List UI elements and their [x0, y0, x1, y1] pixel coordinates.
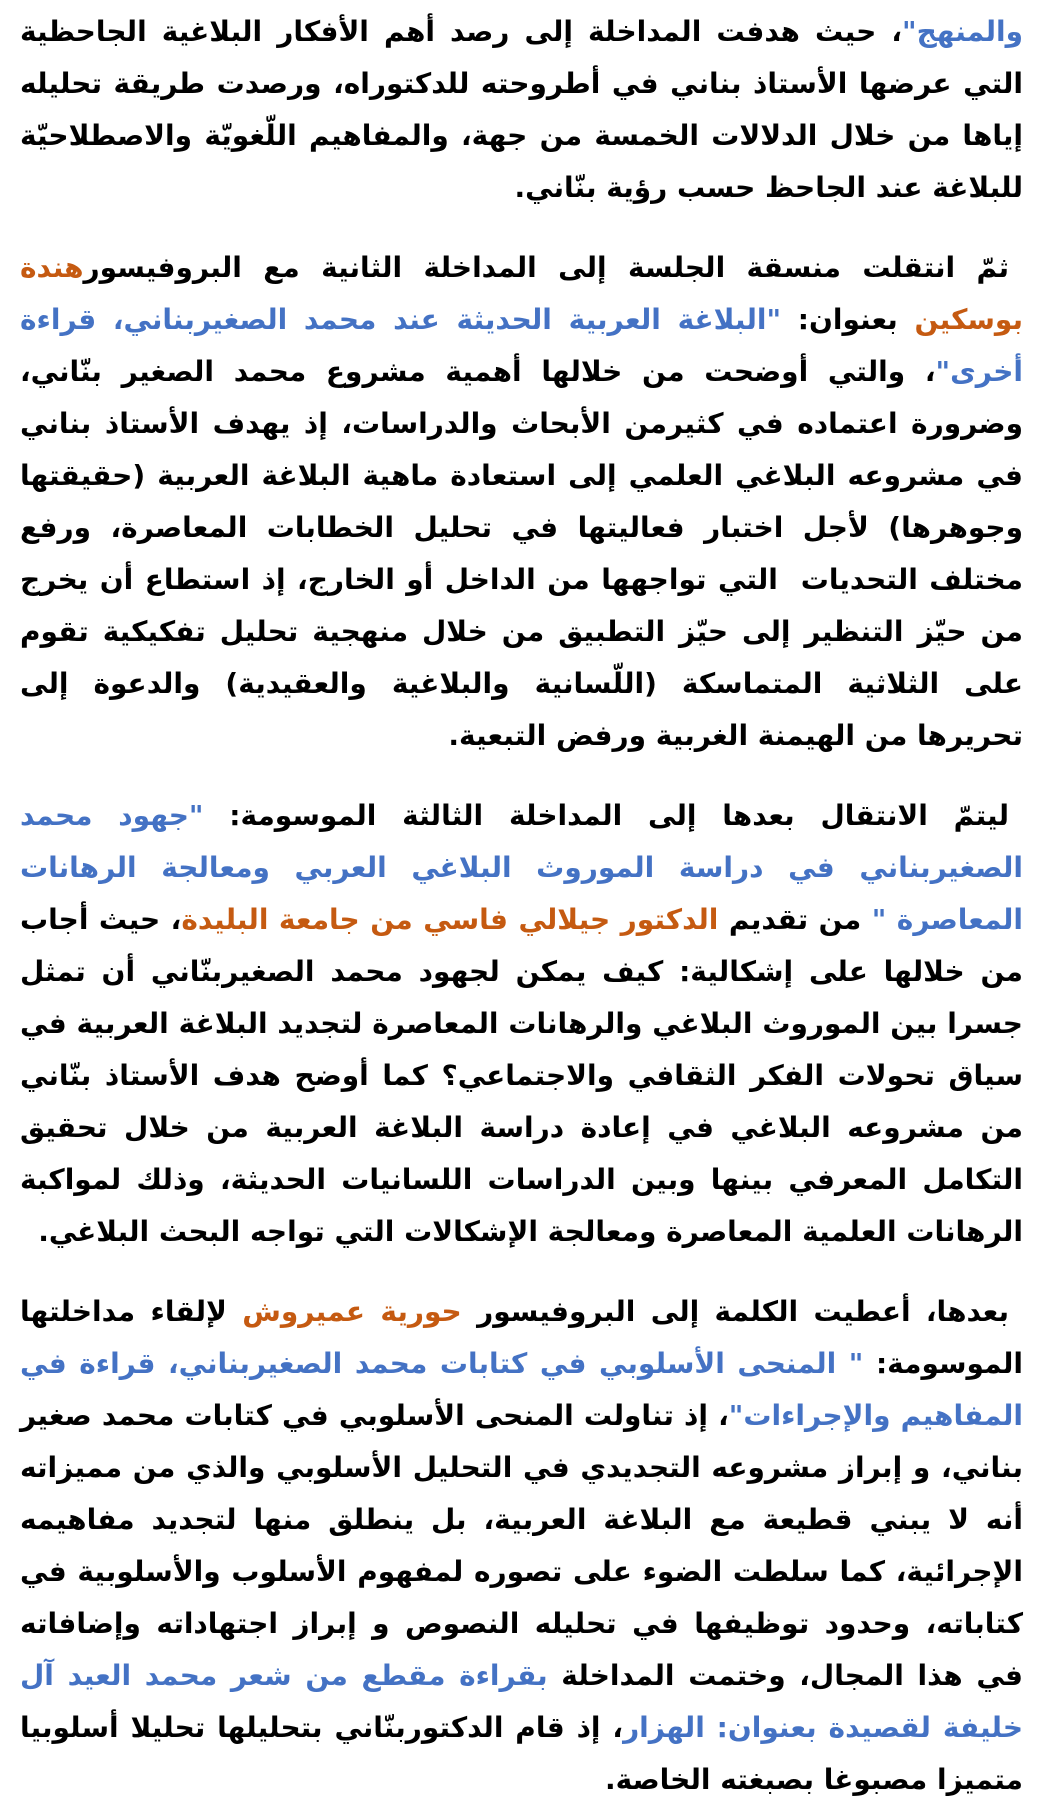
text-run-blue: "جهود محمد الصغيربناني في دراسة الموروث البلاغي العربي ومعالجة الرهانات المعاصرة " [10, 799, 1023, 936]
text-run-black: ثمّ انتقلت منسقة الجلسة إلى المداخلة الثانية مع البروفيسور [83, 251, 1009, 284]
text-run-blue: والمنهج" [902, 15, 1023, 48]
text-run-black: بعنوان: [781, 303, 915, 336]
paragraph-4 [10, 1286, 1024, 1806]
text-run-black: ، إذ قام الدكتوربنّاني بتحليلها تحليلا أسلوبيا متميزا مصبوغا بصبغته الخاصة. [10, 1711, 1023, 1796]
text-run-orange: الدكتور جيلالي فاسي من جامعة البليدة [181, 903, 719, 936]
text-run-black: ، والتي أوضحت من خلالها أهمية مشروع محمد الصغير بنّاني، وضرورة اعتماده في كثيرمن الأبحاث والدراسات، إذ يهدف الأستاذ بناني في مشروعه البلاغي العلمي إلى استعادة ماهية البلاغة العربية (حقيقتها وجوهرها) لأجل اختبار فعاليتها في تحليل الخطابات المعاصرة، ورفع مختلف التحديات التي تواجهها من الداخل أو الخارج، إذ استطاع أن يخرج من حيّز التنظير إلى حيّز التطبيق من خلال منهجية تحليل تفكيكية تقوم على الثلاثية المتماسكة (اللّسانية والبلاغية والعقيدية) والدعوة إلى تحريرها من الهيمنة الغربية ورفض التبعية. [10, 355, 1023, 752]
text-run-black: ، حيث هدفت المداخلة إلى رصد أهم الأفكار البلاغية الجاحظية التي عرضها الأستاذ بناني في أطروحته للدكتوراه، ورصدت طريقة تحليله إياها من خلال الدلالات الخمسة من جهة، والمفاهيم اللّغويّة والاصطلاحيّة للبلاغة عند الجاحظ حسب رؤية بنّاني. [10, 15, 1023, 204]
text-run-black: ، حيث أجاب من خلالها على إشكالية: كيف يمكن لجهود محمد الصغيربنّاني أن تمثل جسرا بين الموروث البلاغي والرهانات المعاصرة لتجديد البلاغة العربية في سياق تحولات الفكر الثقافي والاجتماعي؟ كما أوضح هدف الأستاذ بنّاني من مشروعه البلاغي في إعادة دراسة البلاغة العربية من خلال تحقيق التكامل المعرفي بينها وبين الدراسات اللسانيات الحديثة، وذلك لمواكبة الرهانات العلمية المعاصرة ومعالجة الإشكالات التي تواجه البحث البلاغي. [10, 903, 1023, 1248]
text-run-black: ، إذ تناولت المنحى الأسلوبي في كتابات محمد صغير بناني، و إبراز مشروعه التجديدي في التحليل الأسلوبي والذي من مميزاته أنه لا يبني قطيعة مع البلاغة العربية، بل ينطلق منها لتجديد مفاهيمه الإجرائية، كما سلطت الضوء على تصوره لمفهوم الأسلوب والأسلوبية في كتاباته، وحدود توظيفها في تحليله النصوص و إبراز اجتهاداته وإضافاته في هذا المجال، وختمت المداخلة [10, 1399, 1023, 1692]
text-run-blue: "البلاغة العربية الحديثة عند محمد الصغيربناني، قراءة أخرى" [10, 303, 1023, 388]
text-run-blue: بقراءة مقطع من شعر محمد العيد آل خليفة لقصيدة بعنوان: الهزار [10, 1659, 1024, 1744]
text-run-black: ليتمّ الانتقال بعدها إلى المداخلة الثالثة الموسومة: [203, 799, 1010, 832]
text-run-black: بعدها، أعطيت الكلمة إلى البروفيسور [461, 1295, 1009, 1328]
paragraph-3 [10, 790, 1023, 1258]
paragraph-1 [10, 6, 1023, 214]
text-run-blue: " المنحى الأسلوبي في كتابات محمد الصغيربناني، قراءة في المفاهيم والإجراءات" [10, 1347, 1023, 1432]
document-body [10, 6, 1024, 1806]
text-run-black: من تقديم [718, 903, 872, 936]
text-run-black: لإلقاء مداخلتها الموسومة: [10, 1295, 1023, 1380]
text-run-orange: حورية عميروش [242, 1295, 462, 1328]
text-run-orange: هندة بوسكين [10, 251, 1023, 336]
paragraph-2 [10, 242, 1023, 762]
